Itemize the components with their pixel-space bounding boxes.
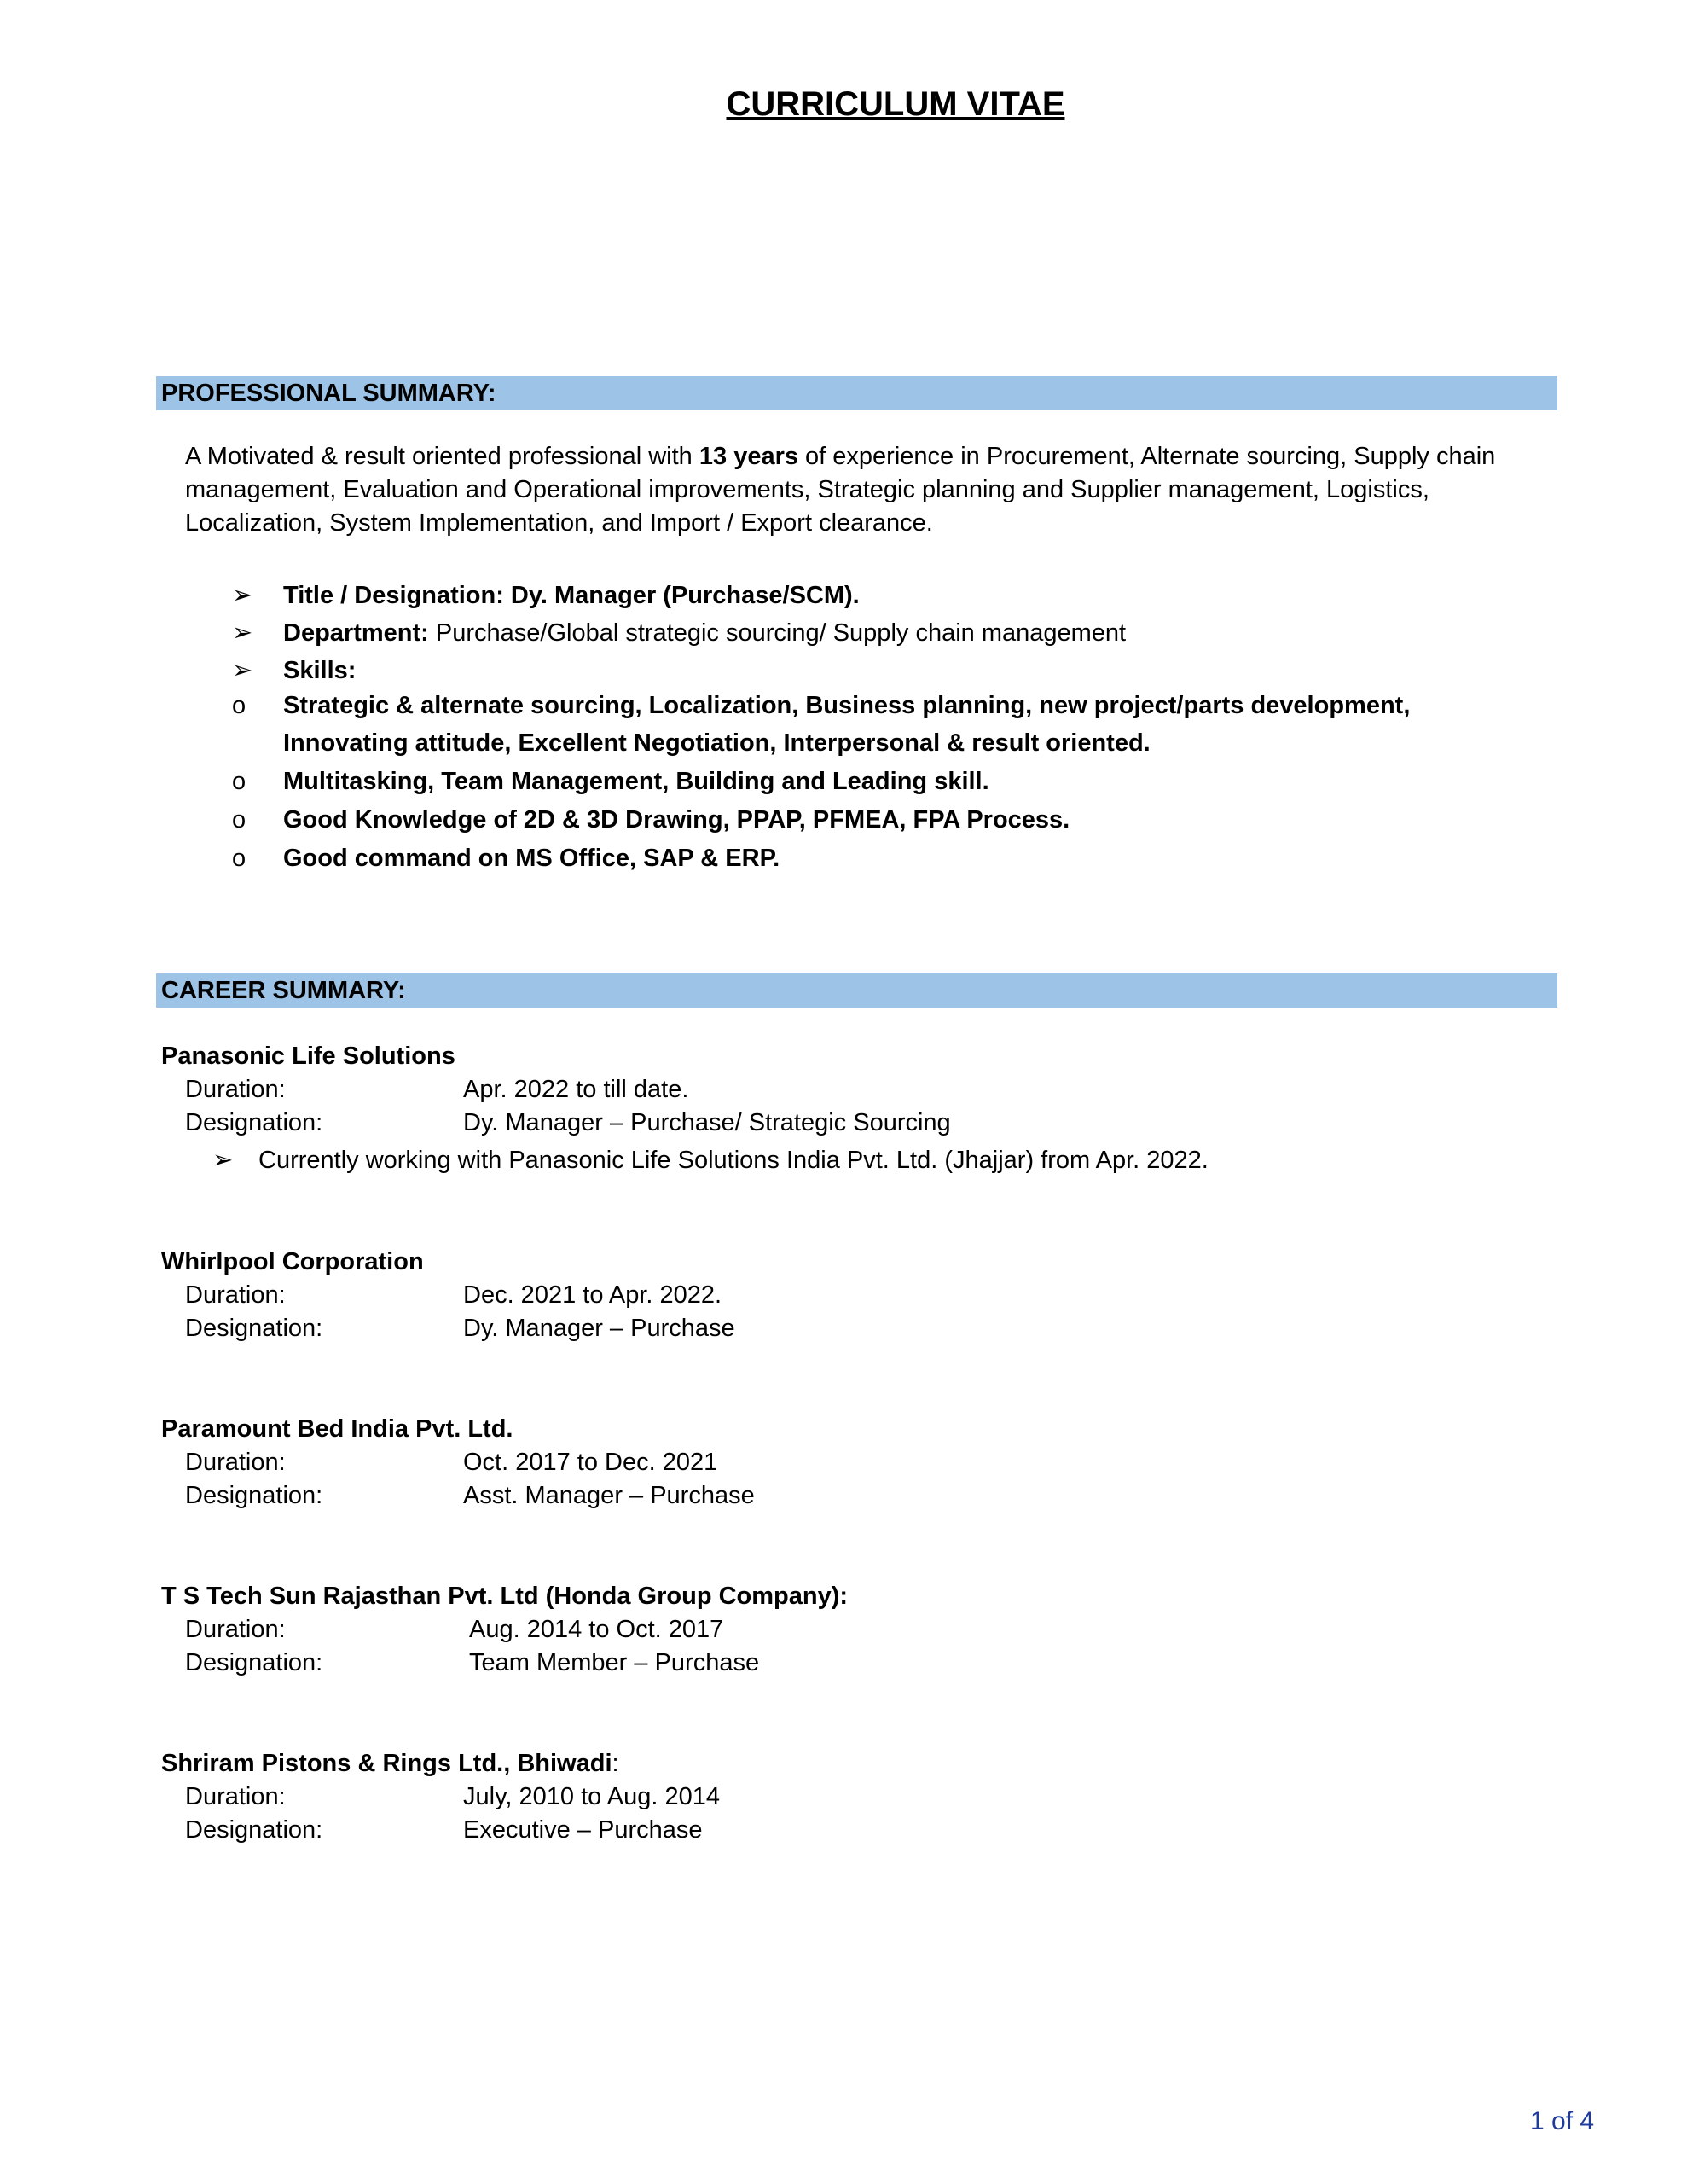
circle-bullet-icon: o — [232, 806, 246, 834]
designation-label: Designation: — [185, 1315, 323, 1342]
intro-text-start: A Motivated & result oriented professional with — [185, 443, 699, 470]
skills-label: Skills: — [283, 657, 357, 684]
arrow-bullet-icon: ➢ — [232, 619, 253, 647]
company-name: T S Tech Sun Rajasthan Pvt. Ltd (Honda Group Company): — [161, 1583, 849, 1610]
arrow-bullet-icon: ➢ — [232, 657, 253, 684]
designation-value: Asst. Manager – Purchase — [463, 1482, 755, 1509]
department-text — [283, 614, 1537, 652]
designation-value: Team Member – Purchase — [469, 1649, 760, 1676]
designation-label: Designation: — [185, 1482, 323, 1509]
designation-label: Designation: — [185, 1816, 323, 1844]
circle-bullet-icon: o — [232, 768, 246, 795]
duration-label: Duration: — [185, 1616, 286, 1643]
duration-label: Duration: — [185, 1076, 286, 1103]
career-summary-heading: CAREER SUMMARY: — [156, 973, 1557, 1008]
intro-text-end: of experience in Procurement, Alternate sourcing, Supply chain management, Evaluation and Operational improvements, Strategic planning and Supplier management, Logistics, Localization, System Implementation, and Import / Export clearance. — [185, 443, 1496, 537]
designation-label: Designation: — [185, 1649, 323, 1676]
job-note-text: Currently working with Panasonic Life Solutions India Pvt. Ltd. (Jhajjar) from Apr. 2022. — [258, 1147, 1209, 1174]
duration-value: Aug. 2014 to Oct. 2017 — [469, 1616, 724, 1643]
duration-label: Duration: — [185, 1449, 286, 1476]
document-title: CURRICULUM VITAE — [726, 85, 1065, 123]
duration-value: Apr. 2022 to till date. — [463, 1076, 689, 1103]
skill-text: Good Knowledge of 2D & 3D Drawing, PPAP, PFMEA, FPA Process. — [283, 806, 1070, 834]
title-designation-text: Title / Designation: Dy. Manager (Purchase/SCM). — [283, 582, 860, 609]
arrow-bullet-icon: ➢ — [232, 582, 253, 609]
page-number: 1 of 4 — [1530, 2107, 1595, 2135]
duration-value: July, 2010 to Aug. 2014 — [463, 1783, 720, 1810]
duration-label: Duration: — [185, 1281, 286, 1309]
duration-value: Oct. 2017 to Dec. 2021 — [463, 1449, 718, 1476]
skill-text: Good command on MS Office, SAP & ERP. — [283, 845, 780, 872]
arrow-bullet-icon: ➢ — [212, 1147, 234, 1174]
company-name: Paramount Bed India Pvt. Ltd. — [161, 1415, 513, 1443]
skill-text: Strategic & alternate sourcing, Localization, Business planning, new project/parts development, Innovating attitude, Excellent Negotiation, Interpersonal & result oriented. — [283, 692, 1411, 757]
company-name-text: Shriram Pistons & Rings Ltd., Bhiwadi — [161, 1750, 612, 1777]
designation-label: Designation: — [185, 1109, 323, 1136]
company-name-suffix: : — [612, 1750, 619, 1777]
department-label: Department: — [283, 619, 429, 647]
department-value: Purchase/Global strategic sourcing/ Supply chain management — [428, 619, 1127, 647]
professional-summary-heading: PROFESSIONAL SUMMARY: — [156, 376, 1557, 410]
circle-bullet-icon: o — [232, 692, 246, 719]
company-name — [161, 1747, 619, 1780]
circle-bullet-icon: o — [232, 845, 246, 872]
company-name: Whirlpool Corporation — [161, 1248, 424, 1275]
duration-label: Duration: — [185, 1783, 286, 1810]
company-name: Panasonic Life Solutions — [161, 1043, 455, 1070]
designation-value: Dy. Manager – Purchase/ Strategic Sourcing — [463, 1109, 951, 1136]
skill-text: Multitasking, Team Management, Building and Leading skill. — [283, 768, 989, 795]
intro-years: 13 years — [699, 443, 798, 470]
professional-summary-intro — [185, 440, 1550, 540]
duration-value: Dec. 2021 to Apr. 2022. — [463, 1281, 722, 1309]
designation-value: Dy. Manager – Purchase — [463, 1315, 735, 1342]
designation-value: Executive – Purchase — [463, 1816, 703, 1844]
